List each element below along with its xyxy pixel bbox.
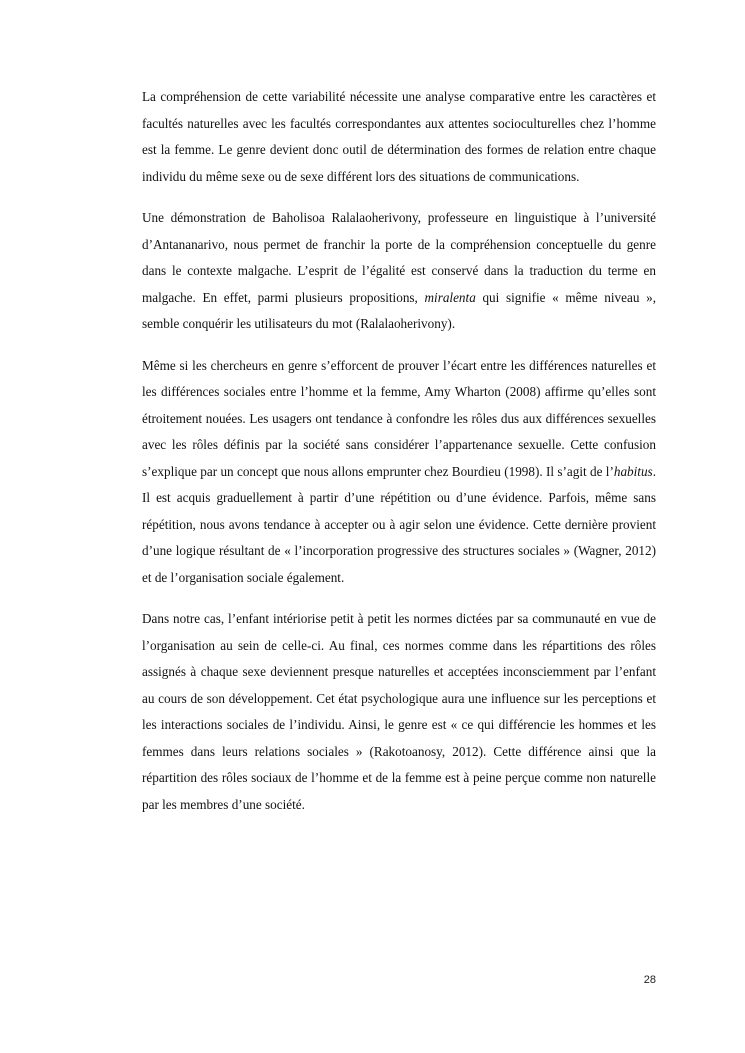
paragraph-4-text: Dans notre cas, l’enfant intériorise petit à petit les normes dictées par sa communauté en vue de l’organisation au sein de celle-ci. Au final, ces normes comme dans les répartitions des rôles assignés à chaque sexe deviennent presque naturelles et acceptées inconsciemment par l’enfant au cours de son développement. Cet état psychologique aura une influence sur les perceptions et les interactions sociales de l’individu. Ainsi, le genre est « ce qui différencie les hommes et les femmes dans leurs relations sociales » (Rakotoanosy, 2012). Cette différence ainsi que la répartition des rôles sociaux de l’homme et de la femme est à peine perçue comme non naturelle par les membres d’une société. (142, 611, 656, 812)
paragraph-1 (142, 84, 656, 190)
document-body (142, 84, 656, 833)
paragraph-2-italic-term: miralenta (424, 289, 476, 305)
paragraph-1-text: La compréhension de cette variabilité nécessite une analyse comparative entre les caractères et facultés naturelles avec les facultés correspondantes aux attentes socioculturelles chez l’homme est la femme. Le genre devient donc outil de détermination des formes de relation entre chaque individu du même sexe ou de sexe différent lors des situations de communications. (142, 89, 656, 184)
paragraph-2 (142, 205, 656, 338)
paragraph-2-text-start: Une démonstration de Baholisoa Ralalaoherivony, professeure en linguistique à l’université d’Antananarivo, nous permet de franchir la porte de la compréhension conceptuelle du genre dans le contexte malgache. L’esprit de l’égalité est conservé dans la traduction du terme en malgache. En effet, parmi plusieurs propositions, (142, 210, 656, 305)
paragraph-2-text-end: qui signifie « même niveau », semble conquérir les utilisateurs du mot (Ralalaoherivony). (142, 289, 656, 331)
paragraph-3 (142, 353, 656, 592)
paragraph-3-text-start: Même si les chercheurs en genre s’efforcent de prouver l’écart entre les différences naturelles et les différences sociales entre l’homme et la femme, Amy Wharton (2008) affirme qu’elles sont étroitement nouées. Les usagers ont tendance à confondre les rôles dus aux différences sexuelles avec les rôles définis par la société sans considérer l’appartenance sexuelle. Cette confusion s’explique par un concept que nous allons emprunter chez Bourdieu (1998). Il s’agit de l’ (142, 357, 656, 479)
page-number: 28 (643, 974, 656, 986)
paragraph-4 (142, 606, 656, 818)
paragraph-3-text-end: . Il est acquis graduellement à partir d’une répétition ou d’une évidence. Parfois, même sans répétition, nous avons tendance à accepter ou à agir selon une évidence. Cette dernière provient d’une logique résultant de « l’incorporation progressive des structures sociales » (Wagner, 2012) et de l’organisation sociale également. (142, 463, 656, 585)
paragraph-3-italic-term: habitus (613, 463, 653, 479)
